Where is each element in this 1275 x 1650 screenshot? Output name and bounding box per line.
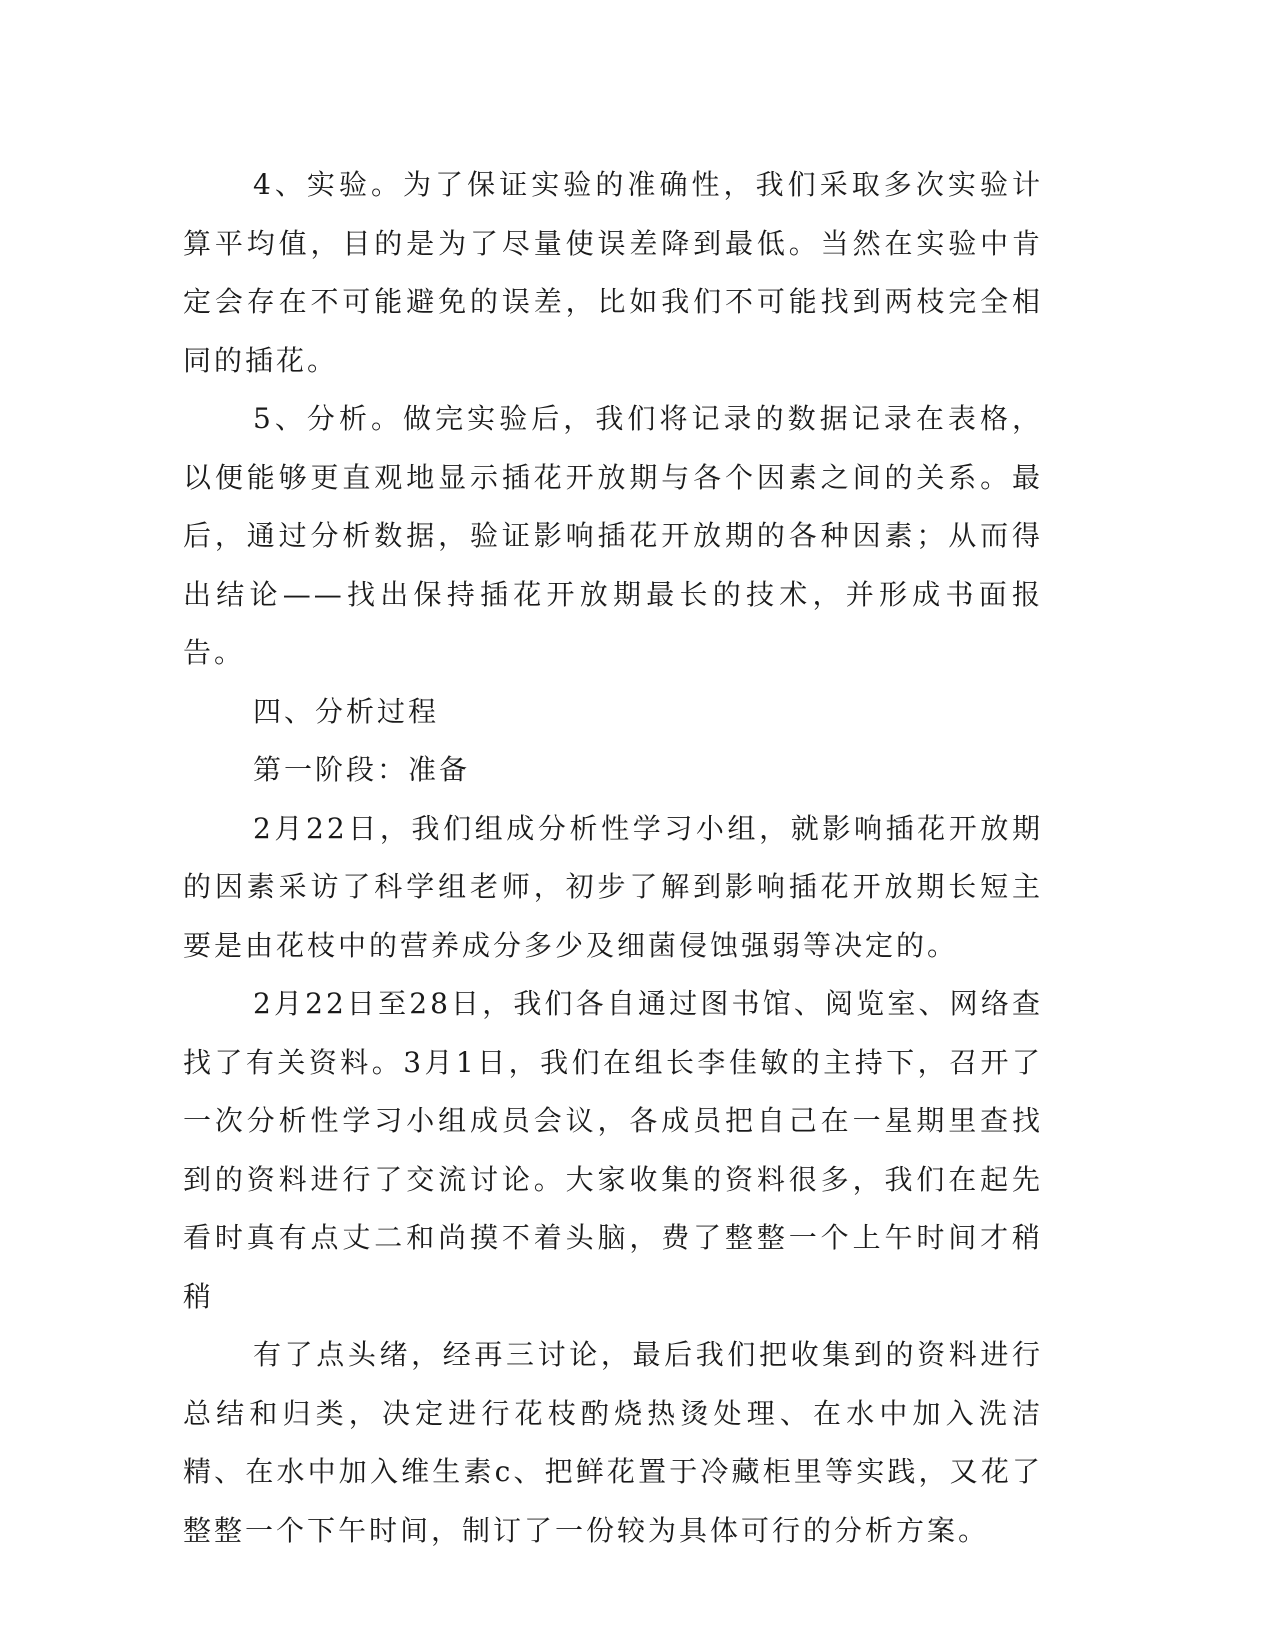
paragraph-analysis: 5、分析。做完实验后，我们将记录的数据记录在表格，以便能够更直观地显示插花开放期与各个因素之间的关系。最后，通过分析数据，验证影响插花开放期的各种因素；从而得出结论——找出保持插花开放期最长的技术，并形成书面报告。 (183, 402, 1043, 669)
document-body (183, 156, 1043, 1560)
section-heading-analysis-process: 四、分析过程 (253, 694, 440, 728)
paragraph-feb-22: 2月22日，我们组成分析性学习小组，就影响插花开放期的因素采访了科学组老师，初步了解到影响插花开放期长短主要是由花枝中的营养成分多少及细菌侵蚀强弱等决定的。 (183, 811, 1043, 962)
stage-heading-preparation: 第一阶段：准备 (253, 753, 471, 786)
paragraph-feb-22-28: 2月22日至28日，我们各自通过图书馆、阅览室、网络查找了有关资料。3月1日，我们在组长李佳敏的主持下，召开了一次分析性学习小组成员会议，各成员把自己在一星期里查找到的资料进行了交流讨论。大家收集的资料很多，我们在起先看时真有点丈二和尚摸不着头脑，费了整整一个上午时间才稍稍 (183, 987, 1043, 1313)
paragraph-experiment: 4、实验。为了保证实验的准确性，我们采取多次实验计算平均值，目的是为了尽量使误差降到最低。当然在实验中肯定会存在不可能避免的误差，比如我们不可能找到两枝完全相同的插花。 (183, 168, 1043, 377)
paragraph-plan: 有了点头绪，经再三讨论，最后我们把收集到的资料进行总结和归类，决定进行花枝酌烧热烫处理、在水中加入洗洁精、在水中加入维生素c、把鲜花置于冷藏柜里等实践，又花了整整一个下午时间，制订了一份较为具体可行的分析方案。 (183, 1338, 1043, 1547)
